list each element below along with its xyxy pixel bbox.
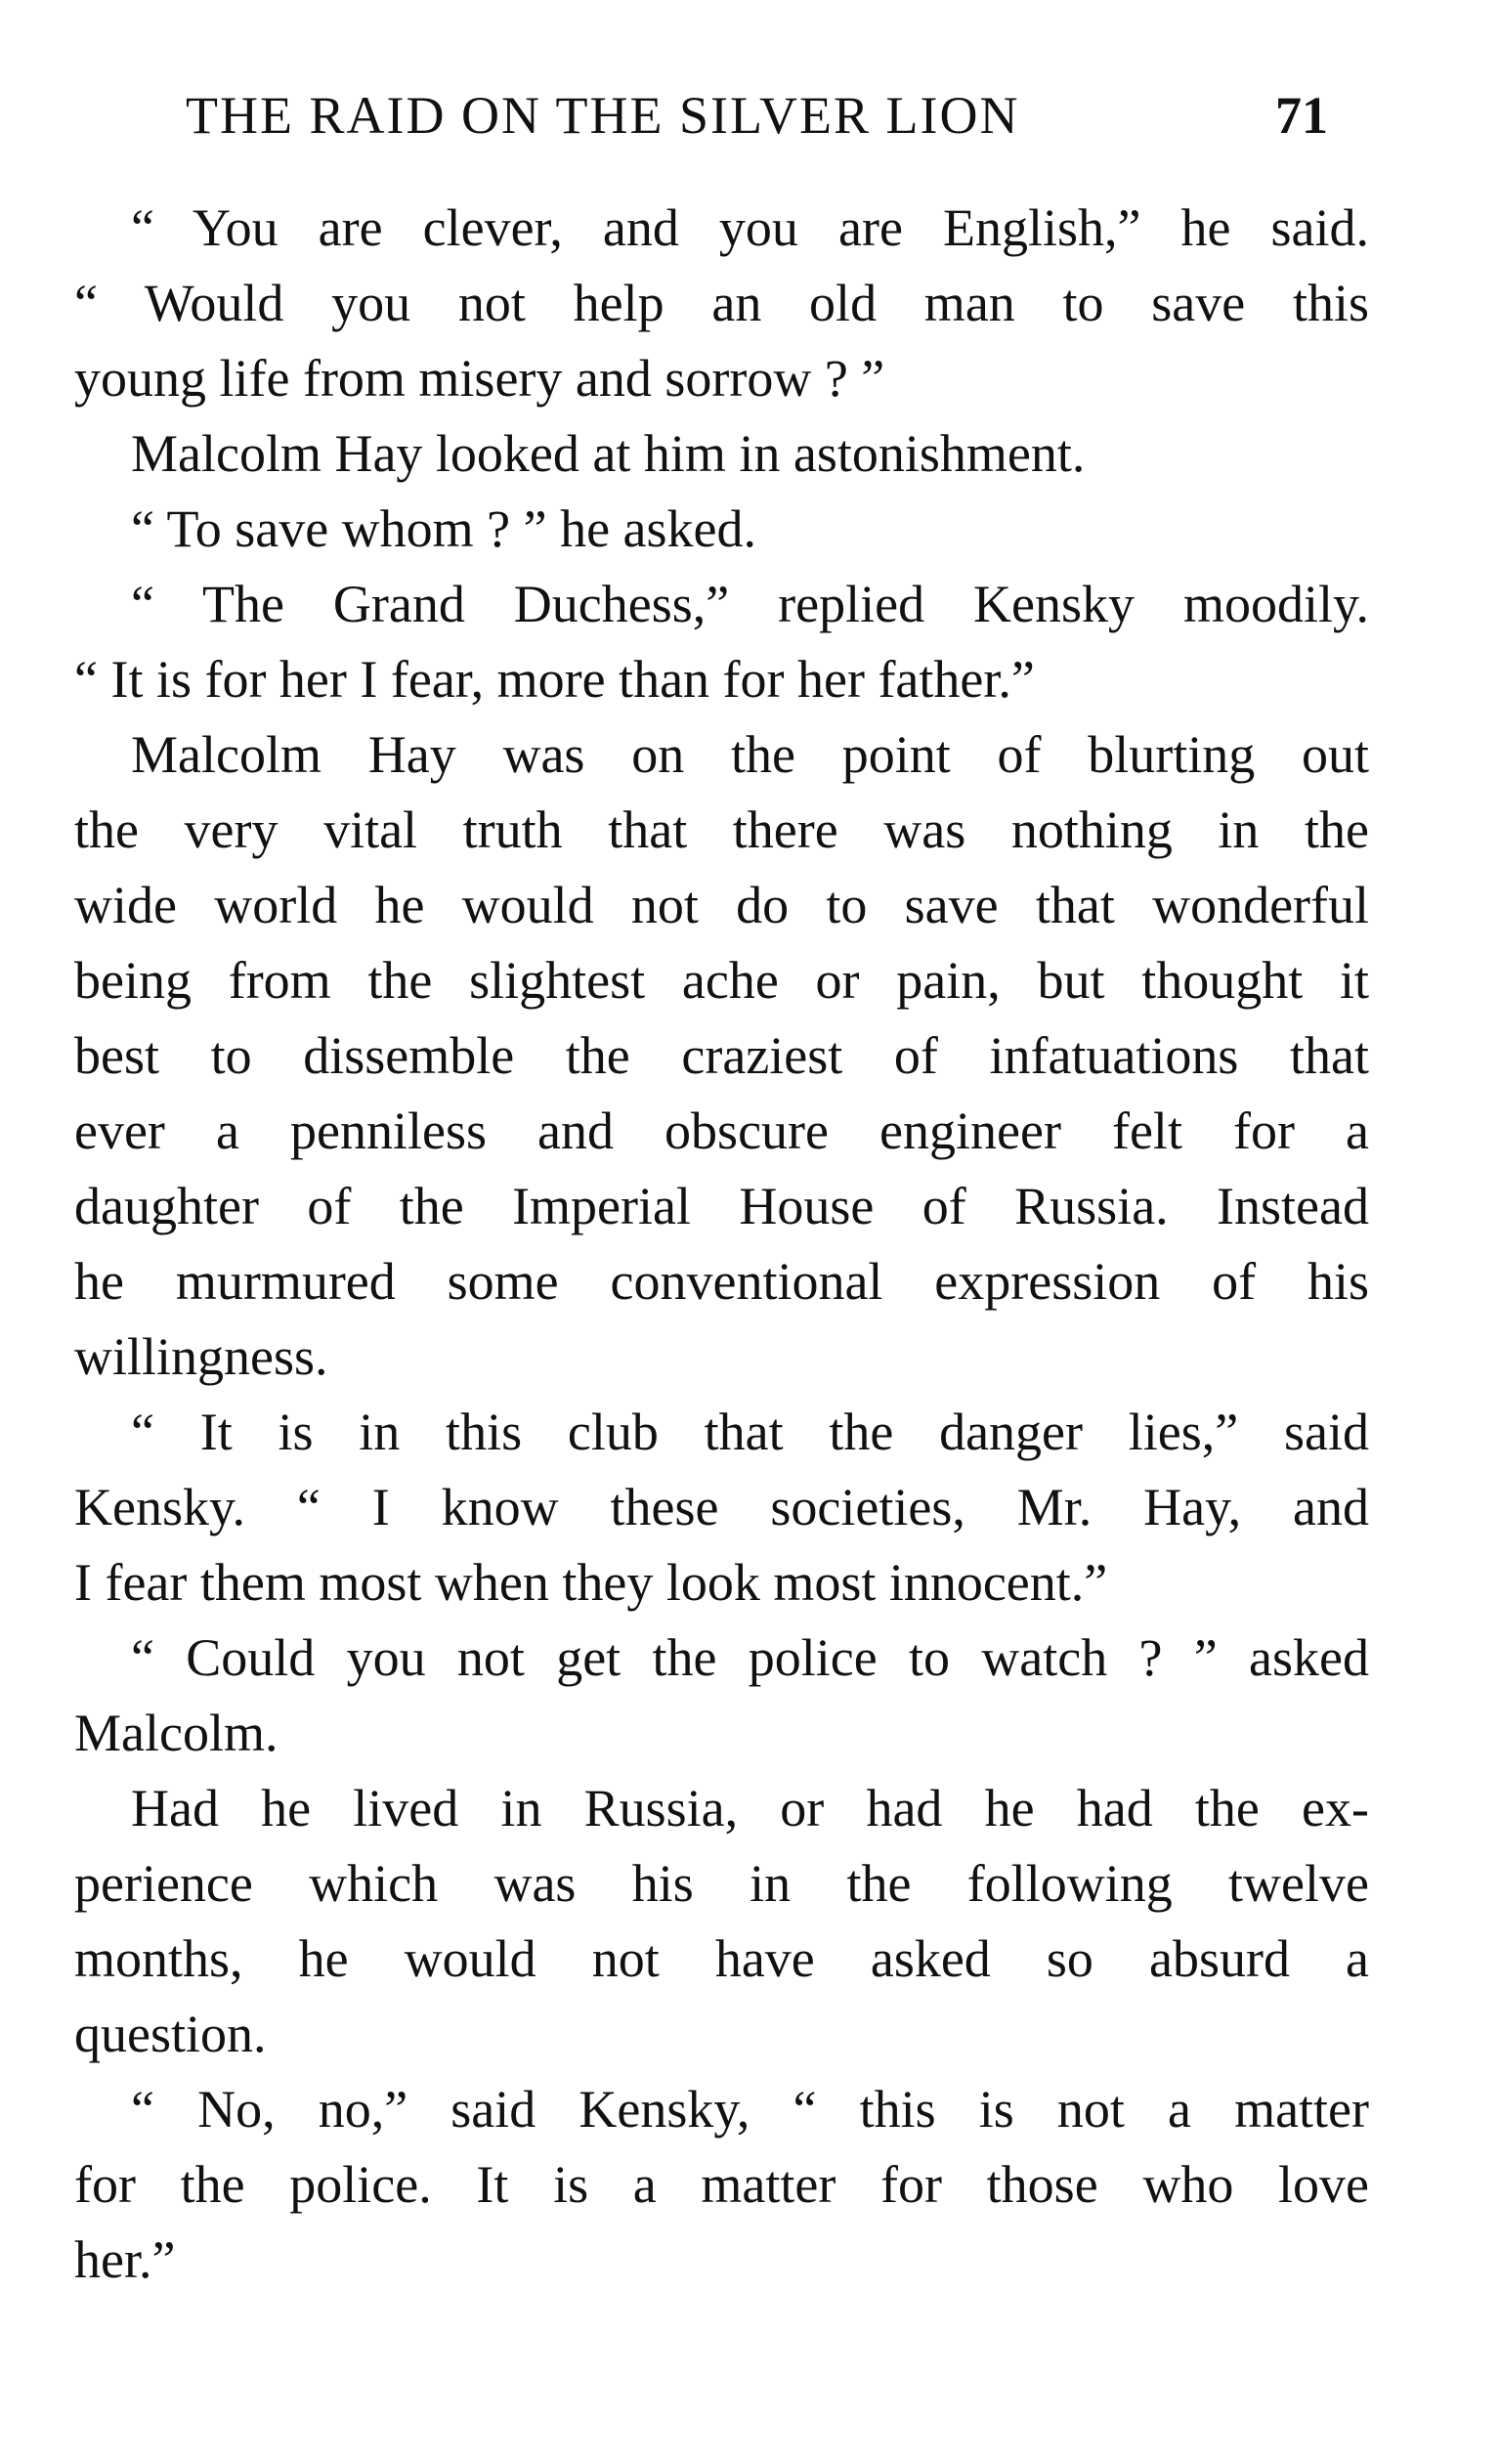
text-line: “ The Grand Duchess,” replied Kensky moodily. — [131, 575, 1369, 633]
text-line: best to dissemble the craziest of infatuations that — [74, 1026, 1369, 1085]
running-head — [186, 76, 1358, 154]
running-title: THE RAID ON THE SILVER LION — [186, 86, 1020, 145]
text-line: young life from misery and sorrow ? ” — [74, 349, 885, 408]
text-line: “ It is in this club that the danger lies,” said — [131, 1403, 1369, 1461]
text-line: for the police. It is a matter for those who love — [74, 2155, 1369, 2214]
body-text — [74, 191, 1369, 2298]
text-line: “ Could you not get the police to watch ? ” asked — [131, 1628, 1369, 1687]
text-line: “ It is for her I fear, more than for her father.” — [74, 650, 1035, 709]
text-line: question. — [74, 2005, 267, 2063]
text-line: ever a penniless and obscure engineer felt for a — [74, 1102, 1369, 1160]
page-number: 71 — [1275, 86, 1328, 145]
text-line: perience which was his in the following twelve — [74, 1854, 1369, 1913]
text-line: I fear them most when they look most innocent.” — [74, 1553, 1108, 1612]
text-line: being from the slightest ache or pain, but thought it — [74, 951, 1369, 1010]
text-line: months, he would not have asked so absurd a — [74, 1929, 1369, 1988]
text-line: the very vital truth that there was nothing in the — [74, 800, 1369, 859]
text-line: “ You are clever, and you are English,” he said. — [131, 198, 1369, 257]
text-line: “ Would you not help an old man to save this — [74, 274, 1369, 332]
text-line: he murmured some conventional expression of his — [74, 1252, 1369, 1311]
text-line: “ To save whom ? ” he asked. — [131, 499, 757, 558]
text-line: Had he lived in Russia, or had he had the ex- — [131, 1779, 1369, 1837]
text-line: Malcolm Hay looked at him in astonishment. — [131, 424, 1086, 483]
text-line: her.” — [74, 2230, 176, 2289]
text-line: Malcolm. — [74, 1704, 279, 1762]
text-line: Kensky. “ I know these societies, Mr. Hay, and — [74, 1478, 1369, 1536]
text-line: Malcolm Hay was on the point of blurting out — [131, 725, 1369, 784]
text-line: “ No, no,” said Kensky, “ this is not a matter — [131, 2080, 1369, 2139]
text-line: willingness. — [74, 1327, 328, 1386]
text-line: wide world he would not do to save that wonderful — [74, 876, 1369, 934]
text-line: daughter of the Imperial House of Russia. Instead — [74, 1177, 1369, 1235]
